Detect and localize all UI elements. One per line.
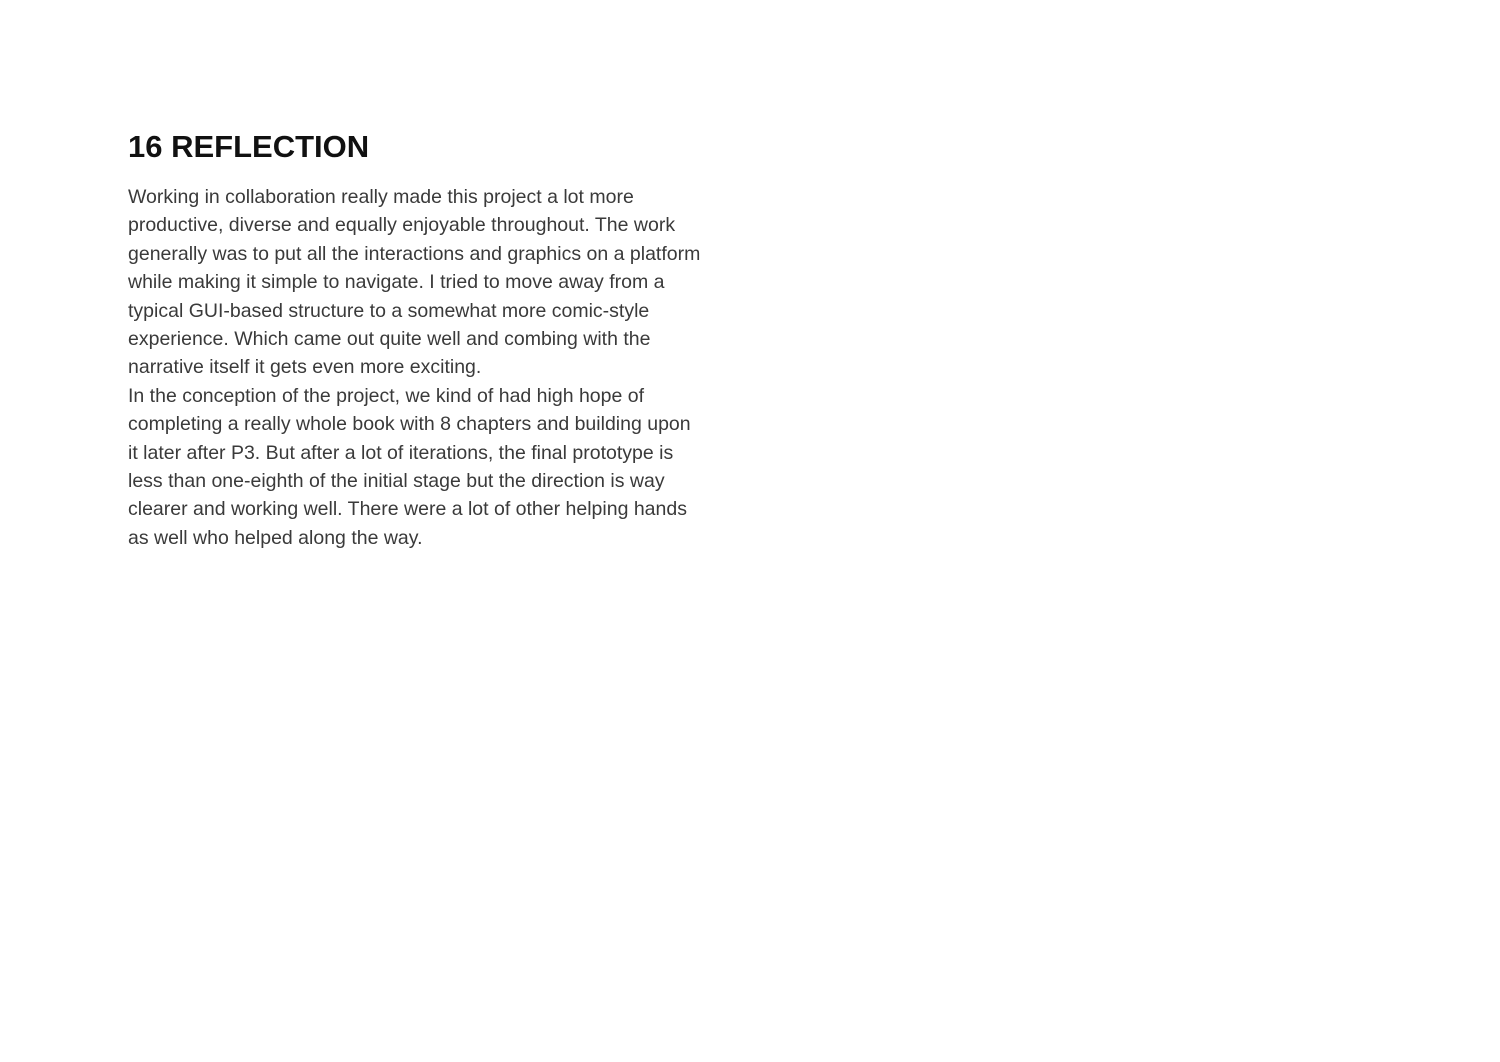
body-line: as well who helped along the way.	[128, 526, 423, 549]
body-line: narrative itself it gets even more exciting.	[128, 356, 482, 379]
body-line: while making it simple to navigate. I tried to move away from a	[128, 271, 665, 294]
section-heading: 16 REFLECTION	[128, 129, 370, 164]
body-line: experience. Which came out quite well and combing with the	[128, 328, 651, 351]
reflection-body	[128, 183, 728, 552]
body-line: In the conception of the project, we kind of had high hope of	[128, 384, 645, 407]
body-line: productive, diverse and equally enjoyable throughout. The work	[128, 214, 676, 237]
body-line: it later after P3. But after a lot of iterations, the final prototype is	[128, 441, 674, 464]
body-line: completing a really whole book with 8 chapters and building upon	[128, 413, 691, 436]
reflection-section	[128, 128, 728, 552]
body-line: generally was to put all the interactions and graphics on a platform	[128, 242, 701, 265]
body-line: less than one-eighth of the initial stage but the direction is way	[128, 470, 665, 493]
body-line: clearer and working well. There were a lot of other helping hands	[128, 498, 687, 521]
body-line: typical GUI-based structure to a somewhat more comic-style	[128, 299, 650, 322]
body-line: Working in collaboration really made this project a lot more	[128, 186, 634, 208]
